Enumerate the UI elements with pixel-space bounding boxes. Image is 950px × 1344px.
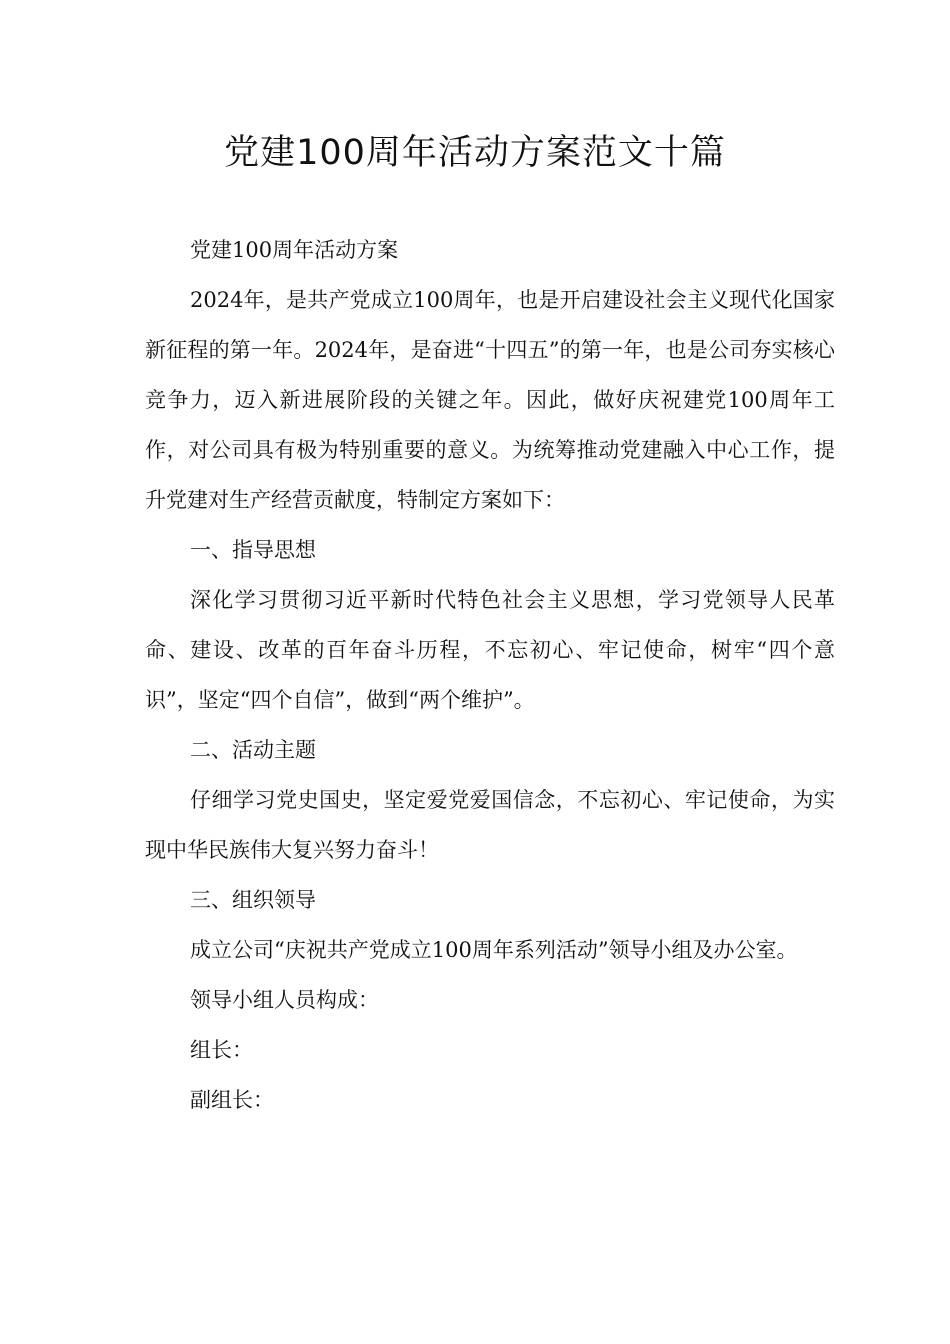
activity-theme-paragraph: 仔细学习党史国史，坚定爱党爱国信念，不忘初心、牢记使命，为实现中华民族伟大复兴努力奋斗！ <box>145 788 835 862</box>
group-leader-label: 组长： <box>190 1038 253 1062</box>
document-body <box>145 225 835 1125</box>
section-heading-guiding-ideology: 一、指导思想 <box>190 538 316 562</box>
leadership-composition-label: 领导小组人员构成： <box>190 988 379 1012</box>
intro-paragraph: 2024年，是共产党成立100周年，也是开启建设社会主义现代化国家新征程的第一年。2024年，是奋进“十四五”的第一年，也是公司夯实核心竞争力，迈入新进展阶段的关键之年。因此，做好庆祝建党100周年工作，对公司具有极为特别重要的意义。为统筹推动党建融入中心工作，提升党建对生产经营贡献度，特制定方案如下： <box>145 288 835 512</box>
document-title: 党建100周年活动方案范文十篇 <box>224 133 726 173</box>
guiding-ideology-paragraph: 深化学习贯彻习近平新时代特色社会主义思想，学习党领导人民革命、建设、改革的百年奋斗历程，不忘初心、牢记使命，树牢“四个意识”，坚定“四个自信”，做到“两个维护”。 <box>145 588 835 712</box>
section-heading-activity-theme: 二、活动主题 <box>190 738 316 762</box>
organization-paragraph: 成立公司“庆祝共产党成立100周年系列活动”领导小组及办公室。 <box>190 938 798 962</box>
section-heading-plan: 党建100周年活动方案 <box>190 238 399 262</box>
deputy-group-leader-label: 副组长： <box>190 1088 274 1112</box>
section-heading-organization: 三、组织领导 <box>190 888 316 912</box>
